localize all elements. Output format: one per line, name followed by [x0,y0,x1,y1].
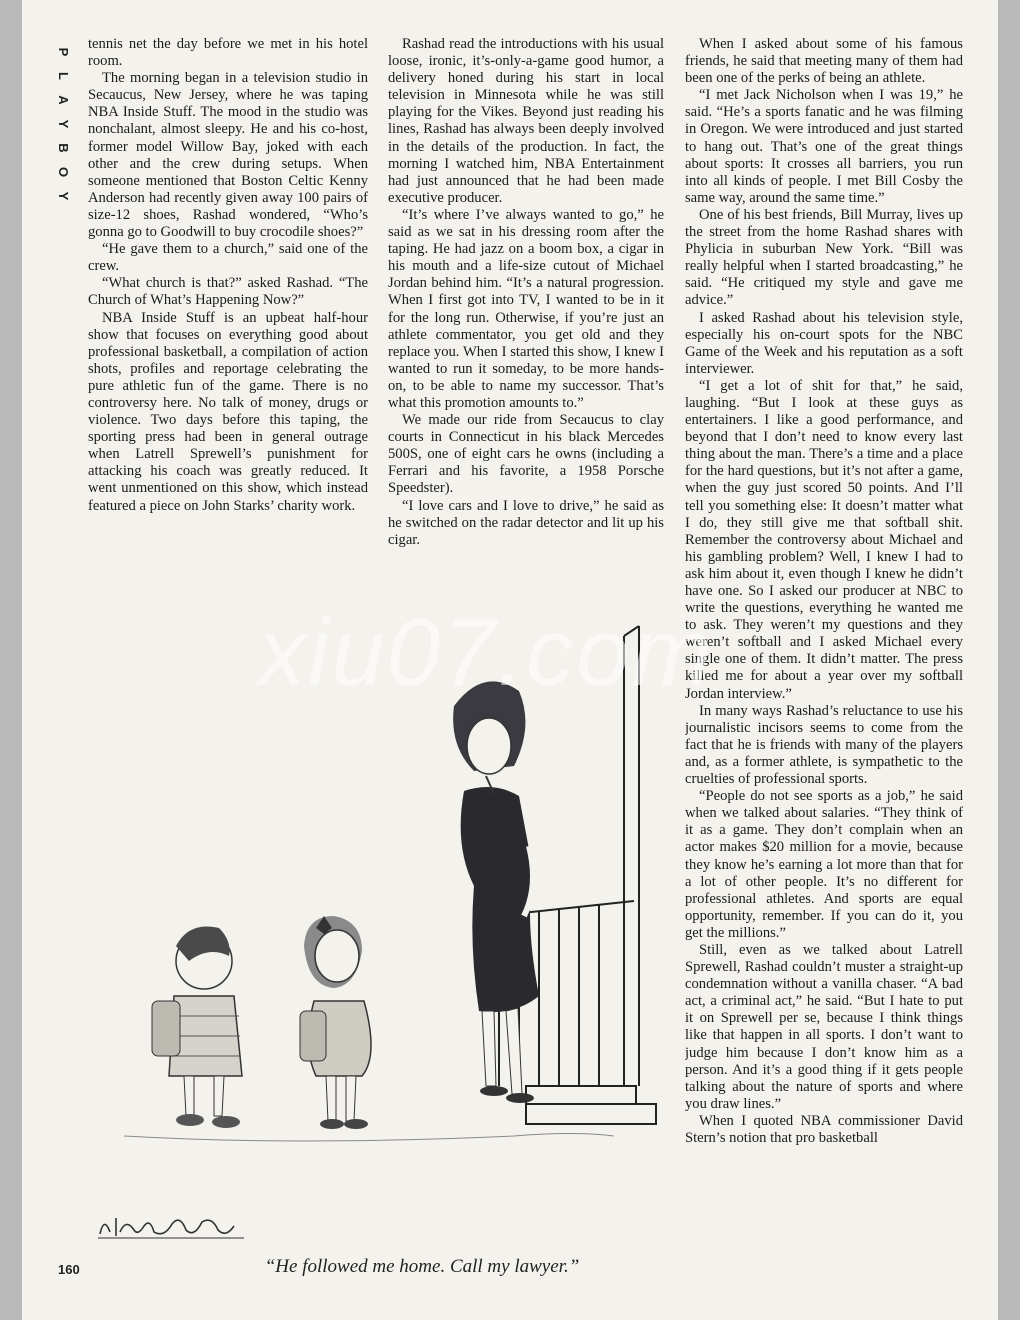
masthead-letter: Y [56,191,71,201]
article-column-3 [685,36,963,1280]
article-column-2 [388,36,664,549]
article-paragraph: One of his best friends, Bill Murray, lives up the street from the home Rashad shares with Phylicia in suburban New York. “Bill was really helpful when I started broadcasting,” he said. “He critiqued my style and gave me advice.” [685,206,963,309]
article-paragraph: “People do not see sports as a job,” he said when we talked about salaries. “They think of it as a game. They don’t complain when an actor makes $20 million for a movie, because they know he’s earning a lot more than that for a lot of other people. It’s no different for professional athletes. And sports are equal opportunity, remember. If you can do it, you get the millions.” [685,788,963,941]
masthead-letter: A [56,95,71,105]
boy-figure [152,926,242,1128]
cartoonist-signature [94,1208,294,1244]
article-paragraph: Rashad read the introductions with his usual loose, ironic, it’s-only-a-game good humor, a delivery honed during his start in local television in Minnesota while he was still playing for the Vikes. Beyond just reading his lines, Rashad has always been deeply involved in the details of the production. In fact, the morning I watched him, NBA Entertainment had just announced that he had been made executive producer. [388,36,664,206]
article-paragraph: We made our ride from Secaucus to clay courts in Connecticut in his black Mercedes 500S, one of eight cars he owns (including a Ferrari and his favorite, a 1958 Porsche Speedster). [388,412,664,497]
watermark-text: xiu07.com [258,599,714,706]
article-column-1 [88,36,368,515]
masthead-letter: Y [56,119,71,129]
masthead-letter: O [56,166,71,178]
girl-figure [300,916,371,1129]
article-paragraph: In many ways Rashad’s reluctance to use his journalistic incisors seems to come from the fact that he is friends with many of the players and, as a former athlete, is sympathetic to the cruelties of professional sports. [685,702,963,788]
article-paragraph: NBA Inside Stuff is an upbeat half-hour show that focuses on everything good about professional basketball, a compilation of action shots, profiles and reportage celebrating the pure athletic fun of the game. There is no controversy here. No talk of money, drugs or violence. Two days before this taping, the sporting press had been in general outrage when Latrell Sprewell’s punishment for attacking his coach was greatly reduced. It went unmentioned on this show, which instead featured a piece on John Starks’ charity work. [88,309,368,514]
page-number: 160 [58,1262,80,1277]
article-paragraph: “I met Jack Nicholson when I was 19,” he said. “He’s a sports fanatic and he was filming in Oregon. We were introduced and just started to hang out. That’s one of the great things about sports: It crosses all barriers, you run into all kinds of people. I met Bill Cosby the same way, around the same time.” [685,87,963,206]
article-paragraph: When I quoted NBA commissioner David Stern’s notion that pro basketball [685,1112,963,1146]
cartoon-illustration [94,616,694,1242]
magazine-masthead [52,40,74,208]
masthead-letter: B [56,143,71,153]
masthead-letter: L [56,72,71,80]
article-paragraph: When I asked about some of his famous friends, he said that meeting many of them had been one of the perks of being an athlete. [685,36,963,87]
woman-figure [453,681,539,1103]
masthead-letter: P [56,47,71,57]
article-paragraph: tennis net the day before we met in his hotel room. [88,36,368,70]
article-paragraph: Still, even as we talked about Latrell Sprewell, Rashad couldn’t muster a straight-up condemnation without a vanilla chaser. “A bad act, a criminal act,” he said. “But I hate to put it on Sprewell per se, because I think things like that happen in all sports. I don’t want to judge him because I don’t know him as a person. And it’s a good thing if it gets people talking about the nature of sports and where you draw lines.” [685,941,963,1112]
cartoon-caption: “He followed me home. Call my lawyer.” [264,1256,580,1277]
magazine-page [22,0,998,1320]
article-paragraph: “It’s where I’ve always wanted to go,” he said as we sat in his dressing room after the taping. He had jazz on a boom box, a cigar in his mouth and a life-size cutout of Michael Jordan behind him. “It’s a natural progression. When I first got into TV, I wanted to be in it for the long run. Otherwise, if you’re just an athlete commentator, you get old and they replace you. When I started this show, I knew I wanted to run it someday, to be more hands-on, to be able to name my successor. That’s what this promotion amounts to.” [388,206,664,411]
article-paragraph: The morning began in a television studio in Secaucus, New Jersey, where he was taping NBA Inside Stuff. The mood in the studio was nonchalant, almost sleepy. He and his co-host, former model Willow Bay, joked with each other and the crew during setups. When someone mentioned that Boston Celtic Kenny Anderson had recently given away 100 pairs of size-12 shoes, Rashad wondered, “Who’s gonna go to Goodwill to buy crocodile shoes?” [88,70,368,241]
article-paragraph: “What church is that?” asked Rashad. “The Church of What’s Happening Now?” [88,275,368,309]
article-paragraph: “I love cars and I love to drive,” he said as he switched on the radar detector and lit up his cigar. [388,497,664,548]
article-paragraph: “I get a lot of shit for that,” he said, laughing. “But I look at these guys as entertainers. I like a good performance, and beyond that I don’t need to know every last thing about the man. There’s a time and a place for the hard questions, but it’s not after a game, when the guy just scored 50 points. And I’ll tell you something else: It doesn’t matter what I do, they still give me that softball shit. Remember the controversy about Michael and his gambling problem? Well, I knew I had to ask him about it, even though I knew he didn’t have one. So I asked our producer at NBC to write the questions, everything he wanted me to ask. They weren’t my questions and they weren’t softball and I asked Michael every single one of them. It didn’t matter. The press killed me for about a year over my softball Jordan interview.” [685,377,963,702]
article-paragraph: I asked Rashad about his television style, especially his on-court spots for the NBC Game of the Week and his reputation as a soft interviewer. [685,309,963,377]
article-paragraph: “He gave them to a church,” said one of the crew. [88,241,368,275]
